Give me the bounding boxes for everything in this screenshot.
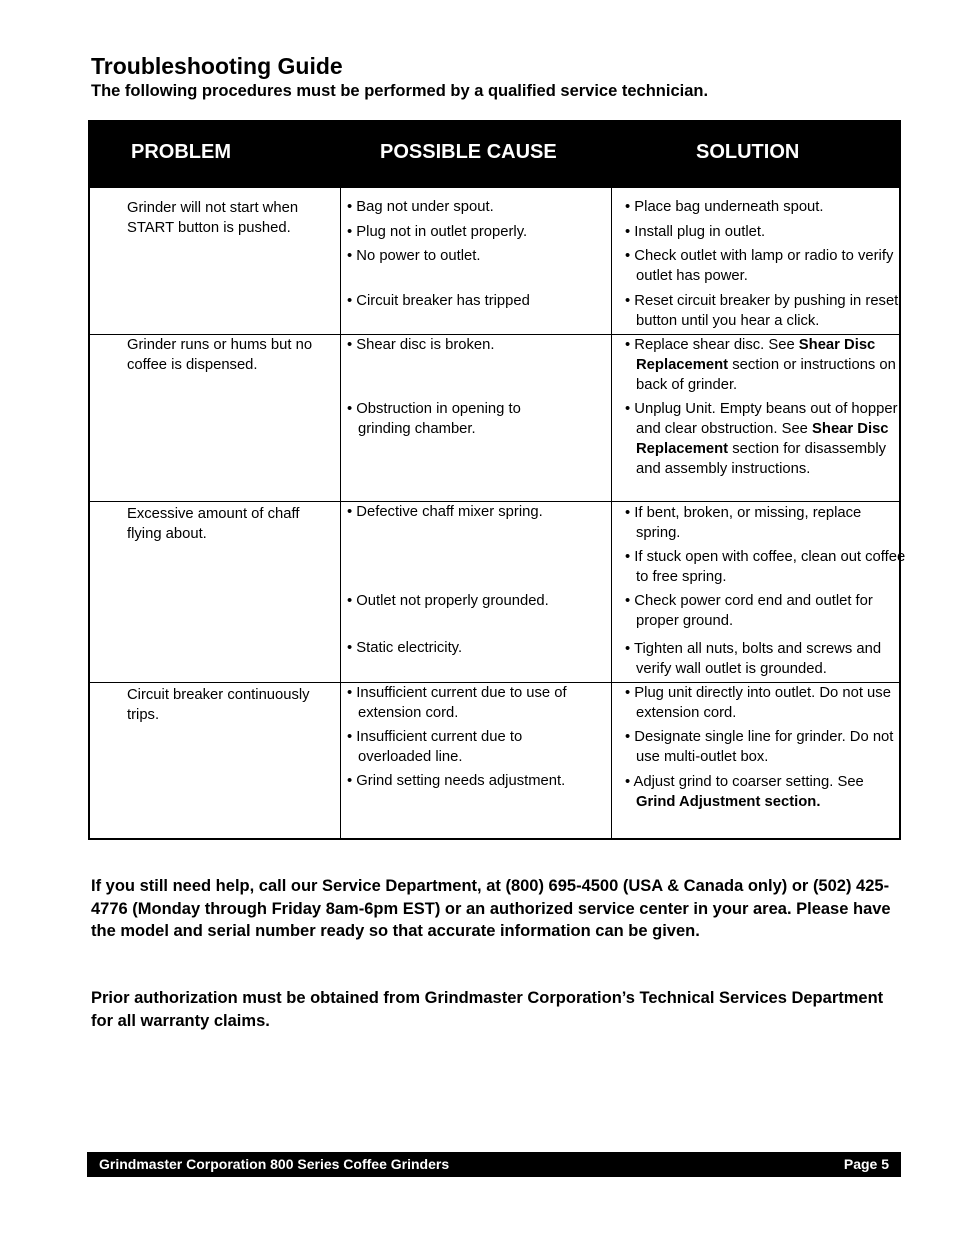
cause-item: • Outlet not properly grounded. [347,593,549,609]
cause-item: • Plug not in outlet properly. [347,224,528,240]
cause-item: • Defective chaff mixer spring. [347,504,543,520]
solution-item: • Place bag underneath spout. [625,199,824,215]
page-footer [87,1152,901,1177]
footer-company: Grindmaster Corporation 800 Series Coffee Grinders [99,1156,450,1172]
problem-text: Excessive amount of chaff flying about. [127,506,300,542]
page-title: Troubleshooting Guide [91,53,343,79]
service-help-text: If you still need help, call our Service Department, at (800) 695-4500 (USA & Canada only) or (502) 425-4776 (Monday through Friday 8am-6pm EST) or an authorized service center in your area. Please have the model and serial number ready so that accurate information can be given. [91,877,891,940]
column-header-problem: PROBLEM [131,141,231,163]
problem-text: Grinder runs or hums but no coffee is dispensed. [127,337,313,373]
solution-item: • Replace shear disc. See Shear Disc Replacement section or instructions on back of grinder. [625,337,896,393]
cause-item: • No power to outlet. [347,248,481,264]
solution-item: • Install plug in outlet. [625,224,766,240]
solution-item: • Unplug Unit. Empty beans out of hopper and clear obstruction. See Shear Disc Replacement section for disassembly and assembly instructions. [625,401,898,477]
table-header [90,122,899,188]
solution-item: • Plug unit directly into outlet. Do not use extension cord. [625,685,891,721]
column-divider [340,188,341,838]
cause-item: • Grind setting needs adjustment. [347,773,566,789]
cause-item: • Circuit breaker has tripped [347,293,530,309]
solution-item: • If stuck open with coffee, clean out coffee to free spring. [625,549,906,585]
cause-item: • Static electricity. [347,640,463,656]
page-subtitle: The following procedures must be performed by a qualified service technician. [91,82,709,100]
solution-item: • Adjust grind to coarser setting. See Grind Adjustment section. [625,774,864,810]
solution-item: • Check outlet with lamp or radio to verify outlet has power. [625,248,894,284]
solution-item: • Reset circuit breaker by pushing in reset button until you hear a click. [625,293,899,329]
solution-item: • Check power cord end and outlet for proper ground. [625,593,873,629]
cause-item: • Insufficient current due to overloaded line. [347,729,523,765]
troubleshooting-table [88,120,906,840]
cause-item: • Bag not under spout. [347,199,494,215]
problem-cell [127,335,339,375]
cause-item: • Obstruction in opening to grinding chamber. [347,401,521,437]
problem-cell [127,685,339,725]
problem-cell [127,504,337,544]
warranty-text: Prior authorization must be obtained from Grindmaster Corporation’s Technical Services Department for all warranty claims. [91,989,884,1030]
problem-text: Circuit breaker continuously trips. [127,687,310,723]
solution-item: • Tighten all nuts, bolts and screws and verify wall outlet is grounded. [625,641,882,677]
column-header-possible-cause: POSSIBLE CAUSE [380,141,557,163]
solution-item: • Designate single line for grinder. Do not use multi-outlet box. [625,729,894,765]
column-header-solution: SOLUTION [696,141,800,163]
problem-cell [127,198,337,238]
problem-text: Grinder will not start when START button is pushed. [127,200,299,236]
cause-item: • Shear disc is broken. [347,337,495,353]
cause-item: • Insufficient current due to use of extension cord. [347,685,567,721]
solution-item: • If bent, broken, or missing, replace spring. [625,505,862,541]
footer-page-number: Page 5 [843,1156,889,1172]
